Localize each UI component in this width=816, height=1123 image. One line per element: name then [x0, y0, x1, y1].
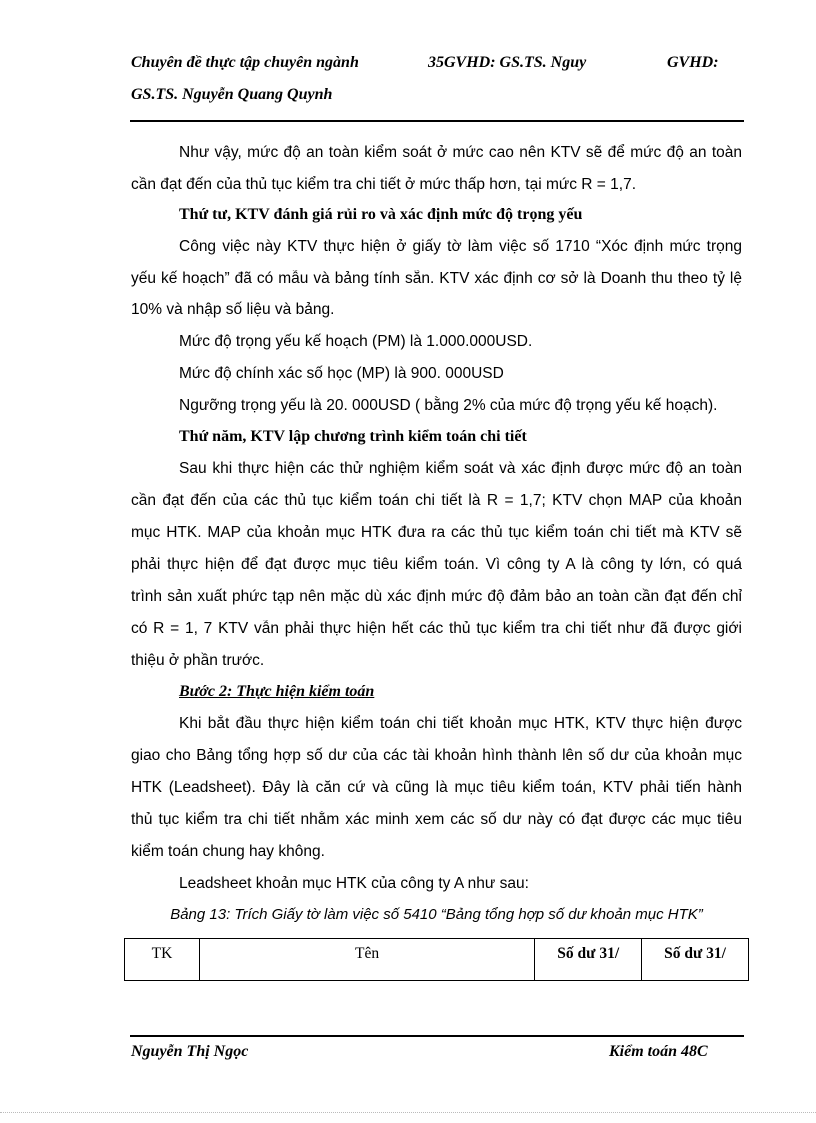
heading-5: Thứ năm, KTV lập chương trình kiểm toán chi tiết — [179, 428, 527, 445]
step-2-heading: Bước 2: Thực hiện kiểm toán — [179, 683, 375, 700]
p2-line-3: 10% và nhập số liệu và bảng. — [131, 301, 335, 318]
p3-line-7: thiệu ở phần trước. — [131, 652, 265, 669]
header-page-gvhd: 35GVHD: GS.TS. Nguy — [428, 54, 587, 71]
col-header-so-du-2: Số dư 31/ — [642, 939, 749, 981]
p3-line-5: trình sản xuất phức tạp nên mặc dù xác định mức độ đảm bảo an toàn cần đạt đến chỉ — [131, 588, 742, 605]
col-header-ten: Tên — [199, 939, 534, 981]
leadsheet-table — [124, 938, 749, 981]
p2-line-2: yếu kế hoạch” đã có mẫu và bảng tính sẵn. KTV xác định cơ sở là Doanh thu theo tỷ lệ — [131, 270, 742, 287]
p4-line-1: Khi bắt đầu thực hiện kiểm toán chi tiết khoản mục HTK, KTV thực hiện được — [179, 715, 742, 732]
p4-line-4: thủ tục kiểm tra chi tiết nhằm xác minh xem các số dư này có đạt được các mục tiêu — [131, 811, 742, 828]
p3-line-1: Sau khi thực hiện các thử nghiệm kiểm soát và xác định được mức độ an toàn — [179, 460, 742, 477]
footer-rule — [130, 1035, 744, 1037]
p1-line-1: Như vậy, mức độ an toàn kiểm soát ở mức cao nên KTV sẽ để mức độ an toàn — [179, 144, 742, 161]
col-header-tk: TK — [125, 939, 200, 981]
header-rule — [130, 120, 744, 122]
footer-author: Nguyễn Thị Ngọc — [131, 1043, 249, 1060]
threshold-line: Ngưỡng trọng yếu là 20. 000USD ( bằng 2% của mức độ trọng yếu kế hoạch). — [179, 397, 718, 414]
p4-line-3: HTK (Leadsheet). Đây là căn cứ và cũng là mục tiêu kiểm toán, KTV phải tiến hành — [131, 779, 742, 796]
footer-class: Kiểm toán 48C — [609, 1043, 708, 1060]
pm-line: Mức độ trọng yếu kế hoạch (PM) là 1.000.000USD. — [179, 333, 533, 350]
header-advisor: GS.TS. Nguyễn Quang Quynh — [131, 86, 333, 103]
header-gvhd: GVHD: — [667, 54, 719, 71]
p4-line-2: giao cho Bảng tổng hợp số dư của các tài khoản hình thành lên số dư của khoản mục — [131, 747, 742, 764]
table-header-row — [125, 939, 749, 981]
header-title: Chuyên đề thực tập chuyên ngành — [131, 54, 359, 71]
p4-line-5: kiểm toán chung hay không. — [131, 843, 325, 860]
p3-line-4: phải thực hiện để đạt được mục tiêu kiểm toán. Vì công ty A là công ty lớn, có quá — [131, 556, 742, 573]
page-edge-dots — [0, 1112, 816, 1113]
heading-4: Thứ tư, KTV đánh giá rủi ro và xác định mức độ trọng yếu — [179, 206, 583, 223]
table-caption: Bảng 13: Trích Giấy tờ làm việc số 5410 “Bảng tổng hợp số dư khoản mục HTK” — [170, 906, 703, 923]
p5-line: Leadsheet khoản mục HTK của công ty A như sau: — [179, 875, 529, 892]
p3-line-2: cần đạt đến của các thủ tục kiểm toán chi tiết là R = 1,7; KTV chọn MAP của khoản — [131, 492, 742, 509]
p3-line-6: có R = 1, 7 KTV vẫn phải thực hiện hết các thủ tục kiểm tra chi tiết như đã được giới — [131, 620, 742, 637]
mp-line: Mức độ chính xác số học (MP) là 900. 000USD — [179, 365, 504, 382]
p3-line-3: mục HTK. MAP của khoản mục HTK đưa ra các thủ tục kiểm toán chi tiết mà KTV sẽ — [131, 524, 742, 541]
p2-line-1: Công việc này KTV thực hiện ở giấy tờ làm việc số 1710 “Xóc định mức trọng — [179, 238, 742, 255]
col-header-so-du-1: Số dư 31/ — [535, 939, 642, 981]
p1-line-2: cần đạt đến của thủ tục kiểm tra chi tiết ở mức thấp hơn, tại mức R = 1,7. — [131, 176, 637, 193]
